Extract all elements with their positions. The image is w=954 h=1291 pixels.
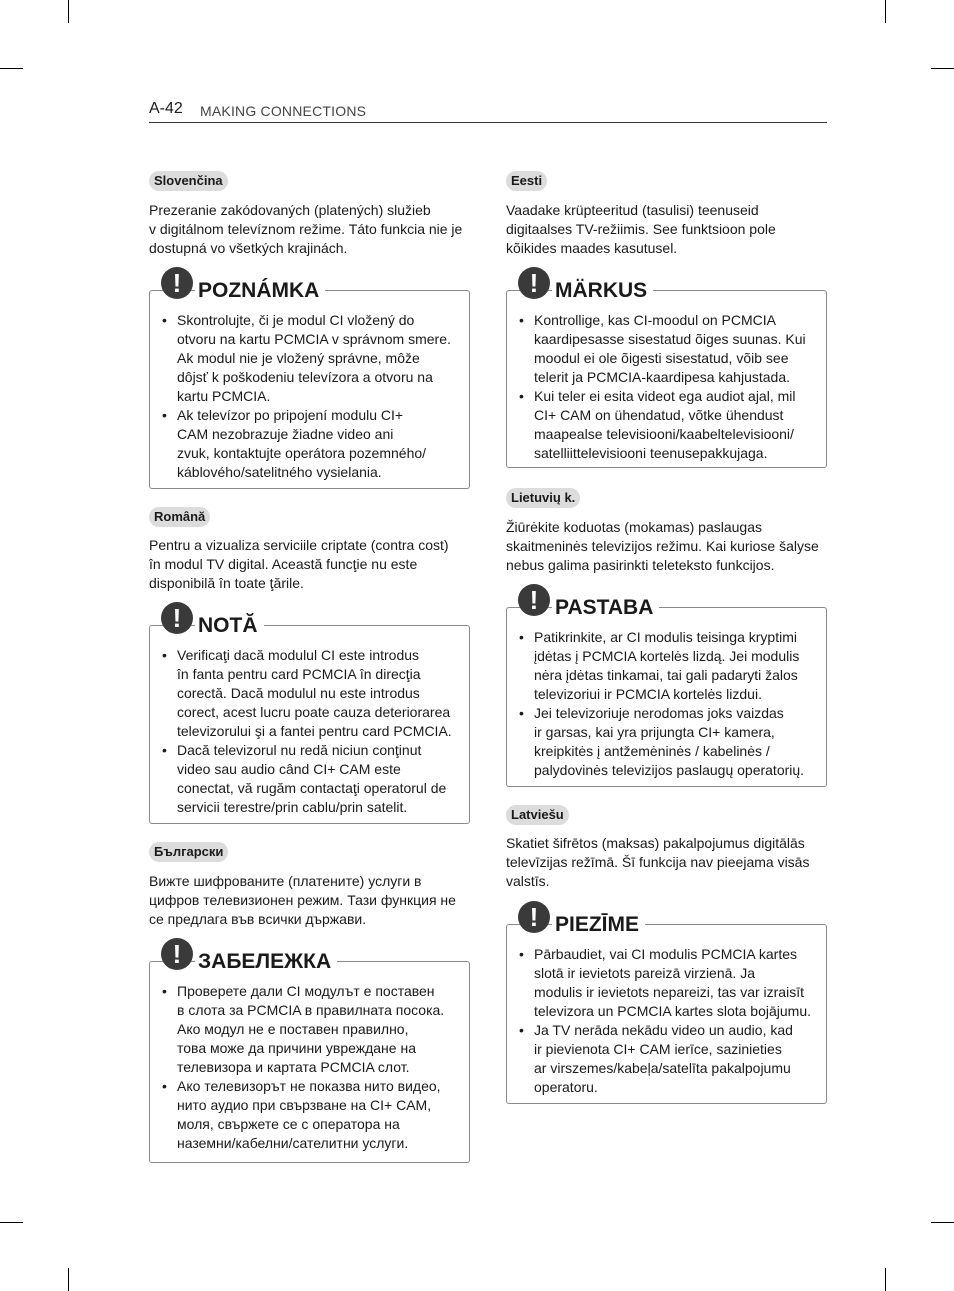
intro-line: dostupná vo všetkých krajinách. xyxy=(149,240,348,256)
note-item: • Kontrollige, kas CI-moodul on PCMCIA kaardipesasse sisestatud õiges suunas. Kui moodul ei ole õigesti sisestatud, võib see telerit ja PCMCIA-kaardipesa kahjustada. xyxy=(519,312,806,385)
section-title: MAKING CONNECTIONS xyxy=(200,103,367,119)
intro-line: Вижте шифрованите (платените) услуги в xyxy=(149,873,422,889)
note-item: • Skontrolujte, či je modul CI vložený do otvoru na kartu PCMCIA v správnom smere. Ak modul nie je vložený správne, môže dôjsť k poškodeniu televízora a otvoru na kartu PCMCIA. xyxy=(162,312,451,404)
language-tag: Eesti xyxy=(506,171,547,191)
language-tag: Latviešu xyxy=(506,805,569,825)
note-box xyxy=(506,585,827,787)
note-title: MÄRKUS xyxy=(552,279,653,303)
bullet-icon: • xyxy=(162,647,167,663)
page-header xyxy=(149,100,827,123)
bullet-icon: • xyxy=(162,742,167,758)
note-item: • Kui teler ei esita videot ega audiot ajal, mil CI+ CAM on ühendatud, võtke ühendust maapealse televisiooni/kaabeltelevisiooni/ satelliittelevisiooni teenusepakkujaga. xyxy=(519,388,796,461)
exclamation-icon: ! xyxy=(161,602,193,634)
exclamation-icon: ! xyxy=(518,901,550,933)
note-item: • Ak televízor po pripojení modulu CI+ CAM nezobrazuje žiadne video ani zvuk, kontaktujte operátora pozemného/ káblového/satelitného vysielania. xyxy=(162,407,427,480)
page-number: A-42 xyxy=(149,100,183,117)
intro-text xyxy=(149,872,479,929)
intro-line: valstīs. xyxy=(506,873,550,889)
note-title: PASTABA xyxy=(552,596,659,620)
note-item: • Verificaţi dacă modulul CI este introdus în fanta pentru card PCMCIA în direcţia corectă. Dacă modulul nu este introdus corect, acest lucru poate cauza deteriorarea televizorului şi a fantei pentru card PCMCIA. xyxy=(162,647,452,739)
crop-mark xyxy=(885,1268,886,1291)
note-box xyxy=(149,268,470,489)
crop-mark xyxy=(68,0,69,23)
note-list xyxy=(519,628,819,780)
note-list xyxy=(162,311,462,482)
crop-mark xyxy=(68,1268,69,1291)
crop-mark xyxy=(0,1222,23,1223)
bullet-icon: • xyxy=(519,312,524,328)
crop-mark xyxy=(885,0,886,23)
bullet-icon: • xyxy=(162,312,167,328)
intro-line: disponibilă în toate ţările. xyxy=(149,575,304,591)
intro-text xyxy=(506,518,836,575)
bullet-icon: • xyxy=(162,983,167,999)
note-box xyxy=(149,603,470,824)
bullet-icon: • xyxy=(519,946,524,962)
note-item: • Ja TV nerāda nekādu video un audio, kad ir pievienota CI+ CAM ierīce, sazinieties ar virszemes/kabeļa/satelīta pakalpojumu operatoru. xyxy=(519,1022,793,1095)
note-list xyxy=(162,982,462,1153)
note-item: • Jei televizoriuje nerodomas joks vaizdas ir garsas, kai yra prijungta CI+ kamera, kreipkitės į antžemėninės / kabelinės / palydovinės televizijos paslaugų operatorių. xyxy=(519,705,805,778)
exclamation-icon: ! xyxy=(518,267,550,299)
intro-line: skaitmeninės televizijos režimu. Kai kuriose šalyse xyxy=(506,538,819,554)
intro-text xyxy=(149,536,479,593)
intro-line: nebus galima pasirinkti teleteksto funkcijos. xyxy=(506,557,775,573)
note-list xyxy=(519,945,819,1097)
intro-line: kõikides maades kasutusel. xyxy=(506,240,678,256)
bullet-icon: • xyxy=(519,705,524,721)
intro-line: Pentru a vizualiza serviciile criptate (contra cost) xyxy=(149,537,449,553)
intro-line: Skatiet šifrētos (maksas) pakalpojumus digitālās xyxy=(506,835,805,851)
language-tag: Lietuvių k. xyxy=(506,488,580,508)
bullet-icon: • xyxy=(519,1022,524,1038)
language-tag: Български xyxy=(149,842,228,862)
note-title: PIEZĪME xyxy=(552,913,645,937)
note-item: • Pārbaudiet, vai CI modulis PCMCIA kartes slotā ir ievietots pareizā virzienā. Ja modulis ir ievietots nepareizi, tas var izraisīt televizora un PCMCIA kartes slota bojājumu. xyxy=(519,946,812,1019)
note-item: • Patikrinkite, ar CI modulis teisinga kryptimi įdėtas į PCMCIA kortelės lizdą. Jei modulis nėra įdėtas tinkamai, tai gali padaryti žalos televizoriui ir PCMCIA kortelės lizdui. xyxy=(519,629,800,702)
note-item: • Dacă televizorul nu redă niciun conţinut video sau audio când CI+ CAM este conectat, vă rugăm contactaţi operatorul de servicii terestre/prin cablu/prin satelit. xyxy=(162,742,447,815)
intro-text xyxy=(149,201,479,258)
note-box xyxy=(506,902,827,1104)
exclamation-icon: ! xyxy=(161,267,193,299)
note-box xyxy=(149,939,470,1163)
exclamation-icon: ! xyxy=(161,938,193,970)
intro-line: Vaadake krüpteeritud (tasulisi) teenuseid xyxy=(506,202,759,218)
intro-line: în modul TV digital. Această funcţie nu este xyxy=(149,556,418,572)
intro-line: Prezeranie zakódovaných (platených) služieb xyxy=(149,202,431,218)
note-list xyxy=(519,311,819,463)
bullet-icon: • xyxy=(519,388,524,404)
note-title: ЗАБЕЛЕЖКА xyxy=(195,950,337,974)
crop-mark xyxy=(0,68,23,69)
intro-line: digitaalses TV-režiimis. See funktsioon pole xyxy=(506,221,776,237)
note-title: NOTĂ xyxy=(195,614,264,638)
intro-text xyxy=(506,834,836,891)
bullet-icon: • xyxy=(519,629,524,645)
bullet-icon: • xyxy=(162,407,167,423)
crop-mark xyxy=(931,1222,954,1223)
intro-line: v digitálnom televíznom režime. Táto funkcia nie je xyxy=(149,221,463,237)
intro-line: televīzijas režīmā. Šī funkcija nav pieejama visās xyxy=(506,854,810,870)
note-list xyxy=(162,646,462,817)
note-box xyxy=(506,268,827,468)
intro-line: Žiūrėkite koduotas (mokamas) paslaugas xyxy=(506,519,763,535)
bullet-icon: • xyxy=(162,1078,167,1094)
intro-line: цифров телевизионен режим. Тази функция не xyxy=(149,892,456,908)
exclamation-icon: ! xyxy=(518,584,550,616)
crop-mark xyxy=(931,68,954,69)
language-tag: Română xyxy=(149,507,210,527)
note-title: POZNÁMKA xyxy=(195,279,325,303)
language-tag: Slovenčina xyxy=(149,171,228,191)
note-item: • Ако телевизорът не показва нито видео, нито аудио при свързване на CI+ CAM, моля, свържете се с оператора на наземни/кабелни/сателитни услуги. xyxy=(162,1078,441,1151)
note-item: • Проверете дали CI модулът е поставен в слота за PCMCIA в правилната посока. Ако модул не е поставен правилно, това може да причини увреждане на телевизора и картата PCMCIA слот. xyxy=(162,983,445,1075)
intro-line: се предлага във всички държави. xyxy=(149,911,367,927)
intro-text xyxy=(506,201,836,258)
